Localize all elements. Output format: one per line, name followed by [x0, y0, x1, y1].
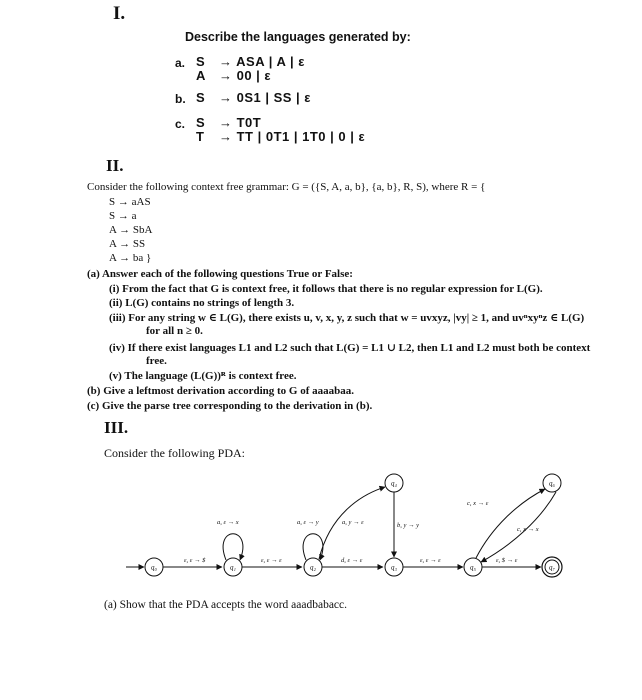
part-a-prompt: (a) Answer each of the following questions True or False: [87, 268, 353, 280]
state-q5 [464, 558, 482, 576]
state-q3-label: q₃ [391, 563, 397, 572]
state-q7-accept [542, 557, 562, 577]
edge-q1-q2-label: ε, ε → ε [261, 557, 282, 564]
state-q5-label: q₅ [470, 563, 476, 572]
item-c-lhs-2: T [196, 129, 205, 144]
edge-q5-q7-label: ε, $ → ε [496, 557, 518, 564]
state-q4 [385, 474, 403, 492]
item-a-label: a. [175, 56, 186, 70]
section-2-heading: II. [106, 156, 124, 175]
section-2-intro: Consider the following context free grammar: G = ({S, A, a, b}, {a, b}, R, S), where R = { [87, 181, 486, 193]
grammar-rule: S → a [109, 210, 137, 222]
pda-diagram [120, 465, 580, 585]
edge-q0-q1-label: ε, ε → $ [184, 557, 206, 564]
item-a-rhs-1: → ASA | A | ε [219, 54, 305, 69]
section-1-title: Describe the languages generated by: [185, 30, 411, 44]
edge-q2-q3-label: d, ε → ε [341, 557, 363, 564]
loop-q2-label: a, ε → y [297, 519, 319, 526]
loop-q1 [223, 534, 243, 560]
state-q7-label: q₇ [549, 563, 555, 572]
item-c-rhs-1: → T0T [219, 115, 262, 130]
state-q3 [385, 558, 403, 576]
edge-q3-q5-label: ε, ε → ε [420, 557, 441, 564]
item-b-rhs-1: → 0S1 | SS | ε [219, 90, 311, 105]
state-q6 [543, 474, 561, 492]
item-b-label: b. [175, 92, 186, 106]
pda-question: (a) Show that the PDA accepts the word aaadbabacc. [104, 599, 348, 611]
loop-q1-label: a, ε → x [217, 519, 239, 526]
state-q2-label: q₂ [310, 563, 316, 572]
item-a-lhs-1: S [196, 54, 206, 69]
grammar-rule: A → SS [109, 238, 146, 250]
question-iv: (iv) If there exist languages L1 and L2 such that L(G) = L1 ∪ L2, then L1 and L2 must both be context [109, 342, 591, 354]
question-iv-cont: free. [146, 355, 167, 367]
question-i: (i) From the fact that G is context free, it follows that there is no regular expression for L(G). [109, 283, 543, 295]
section-3-intro: Consider the following PDA: [104, 446, 245, 460]
section-1-heading: I. [113, 3, 126, 24]
item-c-lhs-1: S [196, 115, 206, 130]
state-q4-label: q₄ [391, 479, 397, 488]
question-iii-cont: for all n ≥ 0. [146, 325, 203, 337]
part-b-prompt: (b) Give a leftmost derivation according to G of aaaabaa. [87, 385, 355, 397]
part-c-prompt: (c) Give the parse tree corresponding to the derivation in (b). [87, 400, 373, 412]
question-v: (v) The language (L(G))ᴿ is context free. [109, 370, 297, 382]
item-a-rhs-2: → 00 | ε [219, 68, 272, 83]
section-3-heading: III. [104, 418, 129, 437]
edge-q2-q4-label: a, y → ε [342, 519, 364, 526]
item-c-rhs-2: → TT | 0T1 | 1T0 | 0 | ε [219, 129, 366, 144]
edge-q4-q3-label: b, y → y [397, 522, 420, 529]
grammar-rule: S → aAS [109, 196, 151, 208]
state-q1-label: q₁ [230, 563, 236, 572]
grammar-rule: A → ba } [109, 252, 152, 264]
grammar-rule: A → SbA [109, 224, 153, 236]
question-iii: (iii) For any string w ∈ L(G), there exists u, v, x, y, z such that w = uvxyz, |vy| ≥ 1, and uvⁿxyⁿz ∈ L(G) [109, 312, 585, 324]
state-q6-label: q₆ [549, 479, 555, 488]
state-q0-label: q₀ [151, 563, 157, 572]
state-q2 [304, 558, 322, 576]
state-q0 [145, 558, 163, 576]
edge-q6-q5-label: c, x → x [517, 526, 539, 533]
item-b-lhs-1: S [196, 90, 206, 105]
item-a-lhs-2: A [196, 68, 206, 83]
question-ii: (ii) L(G) contains no strings of length 3. [109, 297, 295, 309]
item-c-label: c. [175, 117, 186, 131]
edge-q5-q6-label: c, x → ε [467, 500, 489, 507]
state-q1 [224, 558, 242, 576]
